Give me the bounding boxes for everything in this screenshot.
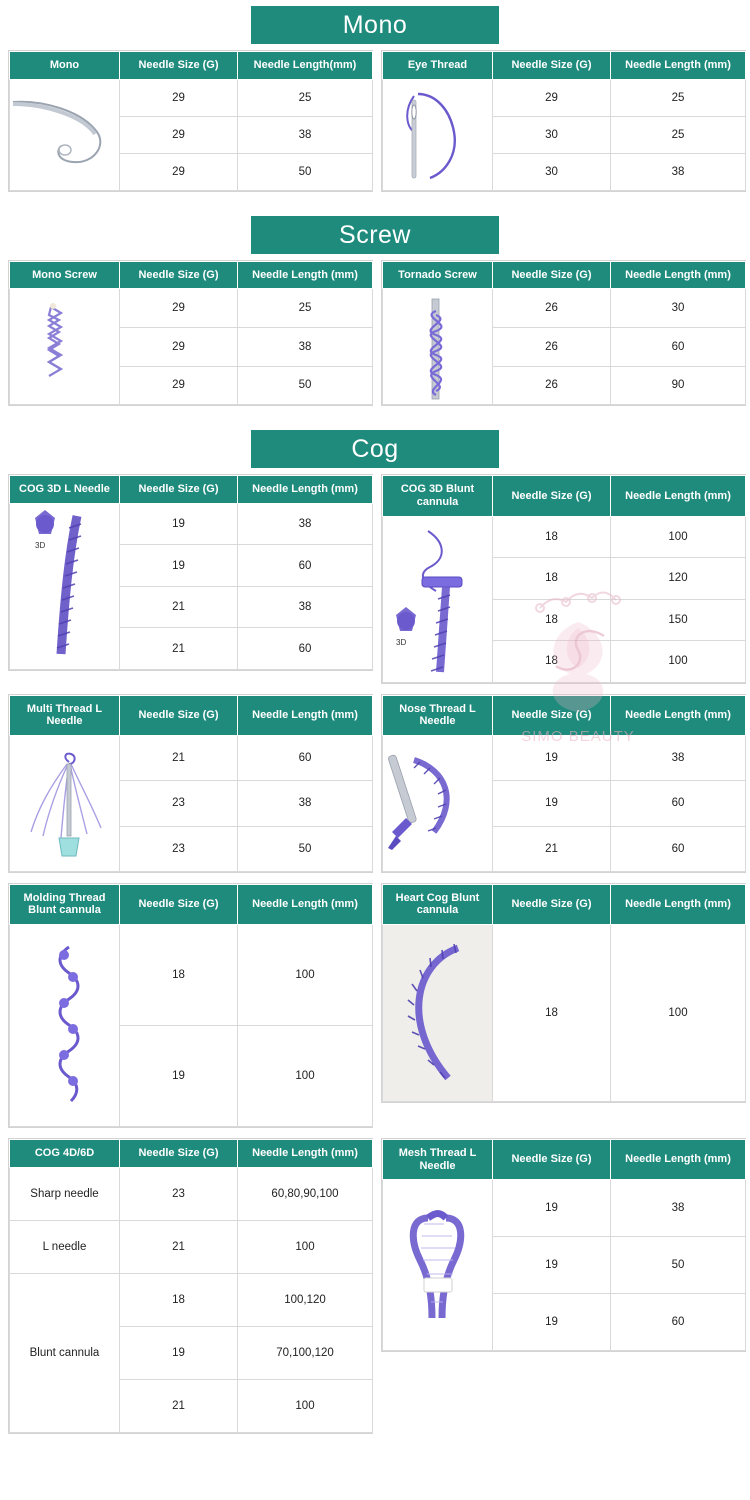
col-header-size: Needle Size (G) [120, 1140, 238, 1168]
cell-size: 18 [493, 516, 611, 558]
cell-length: 100 [238, 1220, 373, 1273]
col-header-size: Needle Size (G) [120, 476, 238, 504]
table-row [10, 1273, 373, 1326]
col-header-name: Mono [10, 52, 120, 80]
cell-size: 29 [120, 366, 238, 405]
col-header-size: Needle Size (G) [493, 1140, 611, 1180]
section-banner-mono-wrap [8, 0, 742, 50]
cell-length: 100 [238, 1026, 373, 1127]
row-multi-nose [8, 694, 742, 873]
section-banner-cog: Cog [251, 430, 499, 468]
cell-length: 50 [238, 366, 373, 405]
cell-size: 23 [120, 781, 238, 826]
table-mono [8, 50, 373, 192]
cell-size: 19 [120, 1326, 238, 1379]
row-mono [8, 50, 742, 192]
cell-size: 21 [120, 586, 238, 628]
eye-thread-icon [384, 80, 492, 190]
cell-size: 19 [120, 503, 238, 545]
cell-length: 38 [611, 735, 746, 780]
table-mesh-thread-l-needle [381, 1138, 746, 1352]
mesh-thread-l-needle-icon [388, 1200, 488, 1330]
col-header-size: Needle Size (G) [493, 261, 611, 289]
table-eye-thread [381, 50, 746, 192]
cell-size: 21 [120, 628, 238, 670]
table-header-row [383, 884, 746, 924]
table-header-row [383, 52, 746, 80]
section-banner-mono: Mono [251, 6, 499, 44]
table-header-row [10, 1140, 373, 1168]
table-row [383, 735, 746, 780]
table-header-row [10, 52, 373, 80]
cell-size: 19 [493, 1237, 611, 1294]
table-row [383, 1180, 746, 1237]
cell-size: 23 [120, 1167, 238, 1220]
product-image-multi-thread-l-needle [10, 735, 120, 871]
col-header-length: Needle Length (mm) [611, 695, 746, 735]
col-header-size: Needle Size (G) [120, 884, 238, 924]
cell-length: 38 [238, 503, 373, 545]
cell-size: 26 [493, 327, 611, 366]
cell-length: 100 [611, 516, 746, 558]
cell-length: 120 [611, 558, 746, 600]
cell-length: 50 [238, 153, 373, 190]
col-header-length: Needle Length (mm) [611, 52, 746, 80]
col-header-size: Needle Size (G) [493, 476, 611, 516]
cell-size: 29 [120, 116, 238, 153]
cell-size: 19 [493, 1180, 611, 1237]
col-header-name: Tornado Screw [383, 261, 493, 289]
cell-size: 26 [493, 366, 611, 405]
cell-size: 21 [120, 1379, 238, 1432]
table-row [10, 735, 373, 780]
col-header-name: COG 3D L Needle [10, 476, 120, 504]
col-header-length: Needle Length (mm) [238, 1140, 373, 1168]
cell-size: 29 [120, 327, 238, 366]
col-header-length: Needle Length (mm) [238, 476, 373, 504]
col-header-size: Needle Size (G) [120, 52, 238, 80]
cell-length: 38 [238, 116, 373, 153]
product-image-cog-3d-l-needle [10, 503, 120, 669]
cell-length: 38 [611, 153, 746, 190]
table-cog-4d-6d [8, 1138, 373, 1434]
product-image-nose-thread-l-needle [383, 735, 493, 871]
cell-length: 60 [611, 826, 746, 871]
watermark-text: SIMO BEAUTY [521, 728, 635, 745]
cell-size: 26 [493, 289, 611, 328]
col-header-size: Needle Size (G) [120, 261, 238, 289]
cell-length: 25 [611, 116, 746, 153]
table-heart-cog-blunt-cannula [381, 883, 746, 1103]
cell-size: 30 [493, 116, 611, 153]
col-header-name: Mono Screw [10, 261, 120, 289]
col-header-name: Nose Thread L Needle [383, 695, 493, 735]
cell-size: 19 [493, 735, 611, 780]
cell-size: 19 [120, 545, 238, 587]
product-image-heart-cog-blunt-cannula [383, 925, 493, 1102]
table-row [10, 925, 373, 1026]
table-header-row [383, 695, 746, 735]
cell-size: 19 [493, 1294, 611, 1351]
table-molding-thread-blunt-cannula [8, 883, 373, 1128]
cell-length: 38 [238, 781, 373, 826]
cell-length: 60 [611, 781, 746, 826]
table-row [10, 1167, 373, 1220]
cell-length: 38 [238, 327, 373, 366]
table-header-row [10, 476, 373, 504]
table-row [383, 289, 746, 328]
table-multi-thread-l-needle [8, 694, 373, 873]
cell-size: 21 [120, 735, 238, 780]
cell-length: 150 [611, 599, 746, 641]
col-header-name: COG 3D Blunt cannula [383, 476, 493, 516]
table-header-row [383, 1140, 746, 1180]
col-header-name: Eye Thread [383, 52, 493, 80]
mono-thread-icon [11, 80, 119, 190]
cell-length: 25 [238, 79, 373, 116]
table-cog-3d-l-needle [8, 474, 373, 671]
col-header-length: Needle Length (mm) [238, 695, 373, 735]
molding-thread-icon [11, 931, 119, 1121]
col-header-length: Needle Length(mm) [238, 52, 373, 80]
table-header-row [383, 476, 746, 516]
product-image-tornado-screw [383, 289, 493, 405]
cell-size: 18 [493, 558, 611, 600]
col-header-size: Needle Size (G) [493, 695, 611, 735]
col-header-name: Molding Thread Blunt cannula [10, 884, 120, 924]
col-header-length: Needle Length (mm) [611, 1140, 746, 1180]
cell-length: 100 [238, 925, 373, 1026]
table-mono-screw [8, 260, 373, 407]
row-molding-heart [8, 883, 742, 1128]
multi-thread-l-needle-icon [11, 736, 119, 871]
cog-3d-l-needle-icon [11, 504, 119, 669]
cell-length: 100 [238, 1379, 373, 1432]
cell-size: 21 [120, 1220, 238, 1273]
table-row [383, 79, 746, 116]
cell-size: 19 [493, 781, 611, 826]
cell-length: 70,100,120 [238, 1326, 373, 1379]
product-image-molding-thread [10, 925, 120, 1127]
col-header-name: Mesh Thread L Needle [383, 1140, 493, 1180]
col-header-name: COG 4D/6D [10, 1140, 120, 1168]
cell-type: L needle [10, 1220, 120, 1273]
product-image-mono [10, 79, 120, 190]
row-cog-3d [8, 474, 742, 683]
cell-length: 50 [238, 826, 373, 871]
section-banner-cog-wrap [8, 424, 742, 474]
heart-cog-blunt-cannula-icon [386, 928, 490, 1098]
section-banner-screw: Screw [251, 216, 499, 254]
cell-length: 25 [238, 289, 373, 328]
table-nose-thread-l-needle [381, 694, 746, 873]
table-row [383, 516, 746, 558]
cell-size: 19 [120, 1026, 238, 1127]
product-image-eye-thread [383, 79, 493, 190]
mono-screw-icon [11, 289, 119, 404]
cell-length: 60 [611, 1294, 746, 1351]
cell-size: 18 [120, 1273, 238, 1326]
product-image-mono-screw [10, 289, 120, 405]
nose-thread-l-needle-icon [384, 736, 492, 871]
cell-length: 60 [238, 545, 373, 587]
col-header-name: Heart Cog Blunt cannula [383, 884, 493, 924]
cell-length: 38 [611, 1180, 746, 1237]
col-header-name: Multi Thread L Needle [10, 695, 120, 735]
col-header-size: Needle Size (G) [493, 884, 611, 924]
col-header-length: Needle Length (mm) [611, 261, 746, 289]
cell-size: 29 [120, 153, 238, 190]
table-row [10, 503, 373, 545]
svg-text:3D: 3D [395, 637, 406, 647]
table-row [383, 925, 746, 1102]
cell-length: 100,120 [238, 1273, 373, 1326]
cell-size: 29 [120, 79, 238, 116]
cell-length: 60 [238, 735, 373, 780]
table-header-row [383, 261, 746, 289]
svg-text:3D: 3D [34, 540, 45, 550]
cell-length: 50 [611, 1237, 746, 1294]
table-tornado-screw [381, 260, 746, 407]
cell-length: 60 [611, 327, 746, 366]
cell-length: 90 [611, 366, 746, 405]
col-header-length: Needle Length (mm) [611, 476, 746, 516]
table-header-row [10, 884, 373, 924]
cell-size: 18 [493, 641, 611, 683]
cell-length: 100 [611, 641, 746, 683]
table-header-row [10, 261, 373, 289]
cell-length: 30 [611, 289, 746, 328]
cell-length: 60 [238, 628, 373, 670]
product-image-cog-3d-blunt-cannula [383, 516, 493, 682]
cell-length: 60,80,90,100 [238, 1167, 373, 1220]
row-screw [8, 260, 742, 407]
table-row [10, 289, 373, 328]
cell-size: 23 [120, 826, 238, 871]
cell-size: 30 [493, 153, 611, 190]
col-header-size: Needle Size (G) [493, 52, 611, 80]
product-image-mesh-thread-l-needle [383, 1180, 493, 1351]
col-header-length: Needle Length (mm) [238, 884, 373, 924]
table-row [10, 1220, 373, 1273]
tornado-screw-icon [384, 289, 492, 404]
cell-length: 100 [611, 925, 746, 1102]
cog-3d-blunt-cannula-icon [384, 517, 492, 682]
cell-type: Sharp needle [10, 1167, 120, 1220]
cell-size: 18 [493, 925, 611, 1102]
col-header-length: Needle Length (mm) [611, 884, 746, 924]
col-header-size: Needle Size (G) [120, 695, 238, 735]
section-banner-screw-wrap [8, 210, 742, 260]
cell-length: 25 [611, 79, 746, 116]
cell-size: 29 [493, 79, 611, 116]
table-cog-3d-blunt-cannula [381, 474, 746, 683]
table-header-row [10, 695, 373, 735]
cell-size: 18 [493, 599, 611, 641]
table-row [10, 79, 373, 116]
cell-size: 21 [493, 826, 611, 871]
cell-length: 38 [238, 586, 373, 628]
cell-size: 29 [120, 289, 238, 328]
cell-type-blunt-cannula: Blunt cannula [10, 1273, 120, 1432]
row-cog4d6d-mesh [8, 1138, 742, 1434]
cell-size: 18 [120, 925, 238, 1026]
col-header-length: Needle Length (mm) [238, 261, 373, 289]
